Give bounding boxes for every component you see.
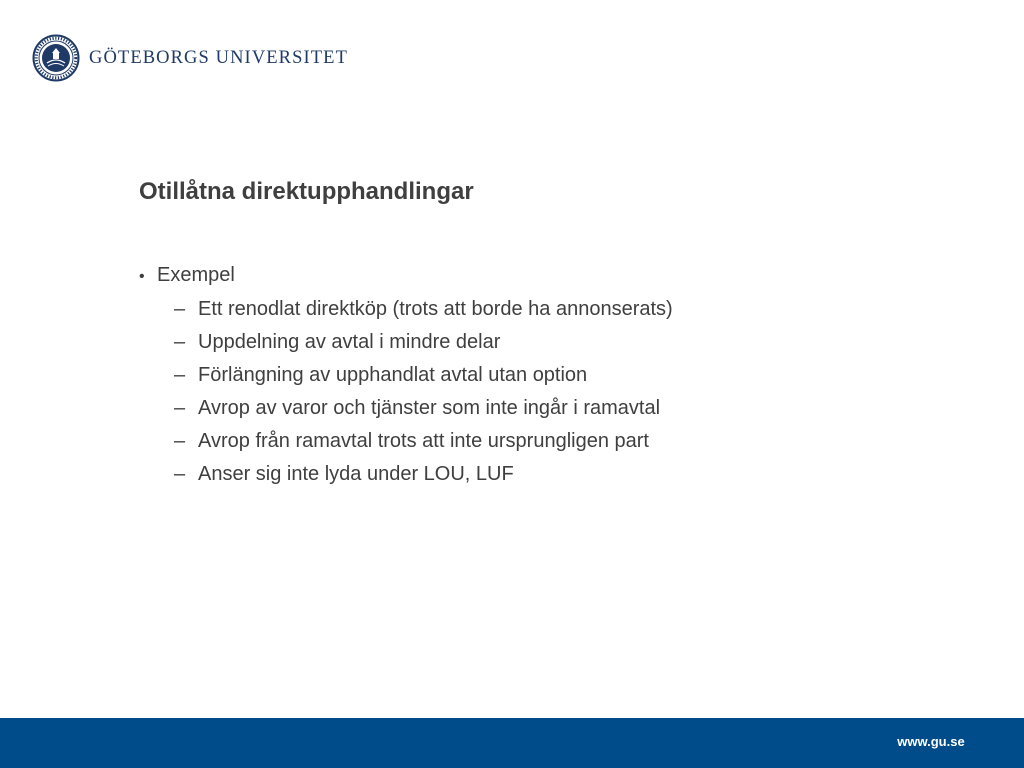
dash-marker: –	[174, 331, 186, 353]
sub-bullet-item	[139, 329, 959, 362]
sub-bullet-item	[139, 461, 959, 494]
sub-bullet-item	[139, 362, 959, 395]
university-seal-icon	[32, 34, 80, 82]
dash-marker: –	[174, 430, 186, 452]
dash-marker: –	[174, 463, 186, 485]
dash-marker: –	[174, 298, 186, 320]
footer-url-link[interactable]: www.gu.se	[897, 734, 965, 749]
sub-bullet-text: Ett renodlat direktköp (trots att borde ha annonserats)	[198, 298, 673, 320]
sub-bullet-text: Avrop av varor och tjänster som inte ingår i ramavtal	[198, 397, 661, 419]
slide-content	[139, 262, 959, 494]
sub-bullet-text: Anser sig inte lyda under LOU, LUF	[198, 463, 514, 485]
university-logo	[32, 34, 348, 82]
slide-title: Otillåtna direktupphandlingar	[139, 178, 474, 205]
dash-marker: –	[174, 397, 186, 419]
logo-text: GÖTEBORGS UNIVERSITET	[89, 47, 348, 68]
bullet-item	[139, 262, 959, 288]
dash-marker: –	[174, 364, 186, 386]
sub-bullet-item	[139, 296, 959, 329]
sub-bullet-item	[139, 428, 959, 461]
sub-bullet-text: Avrop från ramavtal trots att inte ursprungligen part	[198, 430, 649, 452]
sub-bullet-text: Uppdelning av avtal i mindre delar	[198, 331, 501, 353]
sub-bullet-text: Förlängning av upphandlat avtal utan option	[198, 364, 588, 386]
bullet-marker: •	[139, 268, 145, 285]
bullet-text: Exempel	[157, 264, 235, 286]
footer-bar	[0, 718, 1024, 768]
sub-bullet-item	[139, 395, 959, 428]
sub-bullet-list	[139, 296, 959, 494]
